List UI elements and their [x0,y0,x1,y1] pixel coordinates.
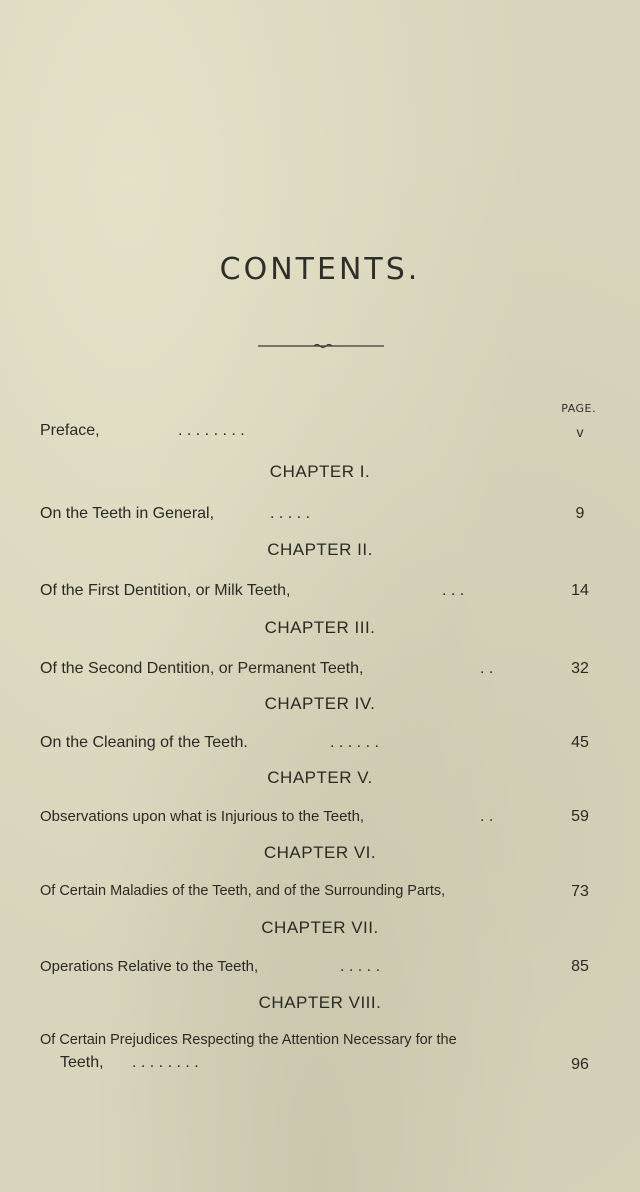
chapter-heading: CHAPTER V. [267,768,373,787]
toc-entry-page: 14 [571,582,589,599]
chapter-heading: CHAPTER VII. [261,918,379,937]
toc-entry-label: Of the Second Dentition, or Permanent Teeth, [40,660,364,677]
toc-entry-label: Operations Relative to the Teeth, [40,958,259,975]
toc-entry-page: 45 [571,734,589,751]
toc-entry-page: 32 [571,660,589,677]
toc-entry-label: On the Cleaning of the Teeth. [40,734,248,751]
contents-title: CONTENTS. [219,252,421,287]
toc-entry-label: Of the First Dentition, or Milk Teeth, [40,582,291,599]
page-column-header: PAGE. [561,402,596,415]
leader-dots: . . . . . [270,505,311,522]
toc-entry-page: 85 [571,958,589,975]
toc-entry-page: 59 [571,808,589,825]
chapter-heading: CHAPTER VIII. [258,993,382,1012]
chapter-heading: CHAPTER I. [269,462,371,481]
toc-entry-label-continued: Teeth, [60,1054,104,1071]
leader-dots: . . . . . . . . [178,422,245,439]
toc-entry-label: Of Certain Maladies of the Teeth, and of the Surrounding Parts, [40,883,446,899]
leader-dots: . . [480,660,494,677]
toc-entry-label: Of Certain Prejudices Respecting the Attention Necessary for the [40,1032,457,1048]
toc-entry-label: Preface, [40,422,100,439]
toc-entry-label: Observations upon what is Injurious to the Teeth, [40,808,365,825]
chapter-heading: CHAPTER VI. [263,843,377,862]
leader-dots: . . . . . [340,958,381,975]
chapter-heading: CHAPTER III. [264,618,376,637]
leader-dots: . . [480,808,494,825]
toc-entry-page: 73 [571,883,589,900]
leader-dots: . . . . . . [330,734,379,751]
chapter-heading: CHAPTER II. [267,540,373,559]
chapter-heading: CHAPTER IV. [264,694,376,713]
toc-entry-label: On the Teeth in General, [40,505,215,522]
decorative-rule [258,342,384,350]
leader-dots: . . . [442,582,465,599]
leader-dots: . . . . . . . . [132,1054,199,1071]
toc-entry-page: v [576,424,584,440]
toc-entry-page: 96 [571,1056,589,1073]
toc-entry-page: 9 [575,505,585,522]
